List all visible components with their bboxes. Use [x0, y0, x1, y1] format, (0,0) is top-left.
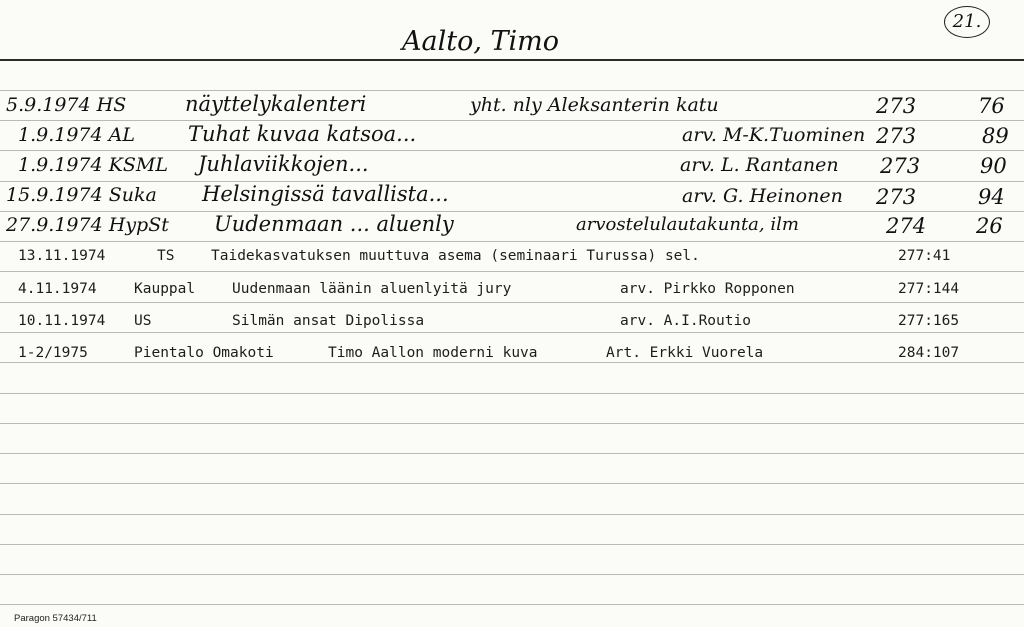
typed-row-4-ref: 284:107	[898, 345, 960, 361]
ruled-line	[0, 362, 1024, 363]
hw-row-5-note: arvostelulautakunta, ilm	[576, 214, 799, 235]
ruled-line	[0, 393, 1024, 394]
typed-row-1-ref: 277:41	[898, 248, 951, 264]
ruled-line	[0, 241, 1024, 242]
hw-row-5-text: Uudenmaan ... aluenly	[214, 212, 454, 236]
hw-row-4-ref: 273	[876, 185, 917, 209]
hw-row-2-date	[18, 124, 135, 146]
ruled-line	[0, 483, 1024, 484]
ruled-line	[0, 514, 1024, 515]
card-footer: Paragon 57434/711	[14, 613, 97, 624]
typed-row-3-note: arv. A.I.Routio	[620, 313, 751, 329]
hw-date: 15.9.1974	[6, 184, 103, 206]
ruled-line	[0, 453, 1024, 454]
hw-row-2-note: arv. M-K.Tuominen	[682, 124, 866, 146]
hw-source: HypSt	[108, 214, 169, 236]
ruled-line	[0, 332, 1024, 333]
typed-row-3-text: Silmän ansat Dipolissa	[232, 313, 425, 329]
ruled-line	[0, 604, 1024, 605]
hw-source: KSML	[108, 154, 168, 176]
ruled-line	[0, 423, 1024, 424]
hw-row-5-ref: 274	[886, 214, 927, 238]
hw-row-3-note: arv. L. Rantanen	[680, 154, 839, 176]
typed-row-1-source: TS	[157, 248, 175, 264]
hw-source: AL	[108, 124, 135, 146]
hw-row-4-text: Helsingissä tavallista...	[202, 182, 449, 206]
typed-row-2-date: 4.11.1974	[18, 281, 97, 297]
hw-date: 1.9.1974	[18, 124, 103, 146]
typed-row-3-ref: 277:165	[898, 313, 960, 329]
hw-row-2-page: 89	[982, 124, 1009, 148]
hw-row-4-page: 94	[978, 185, 1005, 209]
ruled-line	[0, 211, 1024, 212]
hw-row-1-page: 76	[978, 94, 1005, 118]
hw-row-3-date	[18, 154, 168, 176]
typed-row-1-text: Taidekasvatuksen muuttuva asema (seminaari Turussa) sel.	[211, 248, 700, 264]
header-rule	[0, 59, 1024, 61]
ruled-line	[0, 574, 1024, 575]
typed-row-2-source: Kauppal	[134, 281, 196, 297]
hw-source: HS	[96, 94, 127, 116]
typed-row-2-text: Uudenmaan läänin aluenlyitä jury	[232, 281, 512, 297]
ruled-line	[0, 120, 1024, 121]
ruled-line	[0, 302, 1024, 303]
typed-row-1-date: 13.11.1974	[18, 248, 106, 264]
hw-row-5-page: 26	[976, 214, 1003, 238]
hw-row-3-text: Juhlaviikkojen...	[198, 152, 369, 176]
typed-row-4-text: Timo Aallon moderni kuva	[328, 345, 538, 361]
typed-row-3-date: 10.11.1974	[18, 313, 106, 329]
hw-row-4-note: arv. G. Heinonen	[682, 185, 843, 207]
typed-row-2-ref: 277:144	[898, 281, 960, 297]
hw-row-2-ref: 273	[876, 124, 917, 148]
typed-row-2-note: arv. Pirkko Ropponen	[620, 281, 795, 297]
hw-row-4-date	[6, 184, 157, 206]
ruled-line	[0, 90, 1024, 91]
hw-date: 1.9.1974	[18, 154, 103, 176]
hw-row-1-text: näyttelykalenteri	[185, 92, 367, 116]
hw-row-3-page: 90	[980, 154, 1007, 178]
card-number-badge: 21.	[944, 6, 990, 38]
typed-row-4-note: Art. Erkki Vuorela	[606, 345, 764, 361]
ruled-line	[0, 271, 1024, 272]
hw-source: Suka	[108, 184, 157, 206]
typed-row-4-source: Pientalo Omakoti	[134, 345, 274, 361]
hw-row-1-note: yht. nly Aleksanterin katu	[470, 94, 719, 116]
ruled-line	[0, 181, 1024, 182]
hw-date: 5.9.1974	[6, 94, 91, 116]
hw-row-1-ref: 273	[876, 94, 917, 118]
hw-row-1-date	[6, 94, 126, 116]
card-title: Aalto, Timo	[402, 26, 560, 57]
hw-row-2-text: Tuhat kuvaa katsoa...	[188, 122, 417, 146]
ruled-line	[0, 544, 1024, 545]
hw-row-3-ref: 273	[880, 154, 921, 178]
typed-row-3-source: US	[134, 313, 152, 329]
hw-date: 27.9.1974	[6, 214, 103, 236]
typed-row-4-date: 1-2/1975	[18, 345, 88, 361]
ruled-line	[0, 150, 1024, 151]
hw-row-5-date	[6, 214, 169, 236]
